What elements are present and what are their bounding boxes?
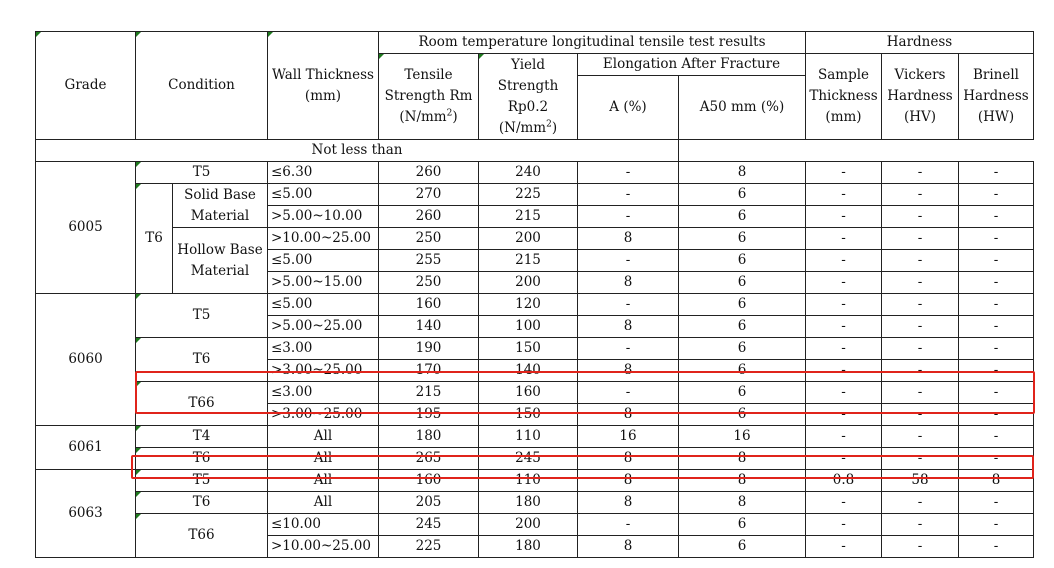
hv-cell: - bbox=[882, 404, 959, 426]
a-cell: - bbox=[578, 250, 679, 272]
header-a-pct: A (%) bbox=[578, 76, 679, 140]
hw-cell: - bbox=[959, 162, 1034, 184]
grade-cell: 6061 bbox=[36, 426, 136, 470]
hw-cell: - bbox=[959, 492, 1034, 514]
condition-cell: T66 bbox=[136, 382, 268, 426]
rp-cell: 150 bbox=[479, 404, 578, 426]
wall-cell: >3.00~25.00 bbox=[268, 404, 379, 426]
rm-cell: 245 bbox=[379, 514, 479, 536]
hw-cell: - bbox=[959, 316, 1034, 338]
hv-cell: - bbox=[882, 448, 959, 470]
a-cell: - bbox=[578, 184, 679, 206]
a50-cell: 8 bbox=[679, 448, 806, 470]
table-row bbox=[36, 162, 1034, 184]
rp-cell: 215 bbox=[479, 250, 578, 272]
a50-cell: 6 bbox=[679, 272, 806, 294]
header-not-less-than: Not less than bbox=[36, 140, 679, 162]
a-cell: - bbox=[578, 514, 679, 536]
a-cell: - bbox=[578, 338, 679, 360]
rm-cell: 270 bbox=[379, 184, 479, 206]
a50-cell: 6 bbox=[679, 184, 806, 206]
a-cell: 8 bbox=[578, 360, 679, 382]
rp-cell: 225 bbox=[479, 184, 578, 206]
a-cell: - bbox=[578, 206, 679, 228]
header-condition: Condition bbox=[136, 32, 268, 140]
hw-cell: - bbox=[959, 382, 1034, 404]
wall-cell: >3.00~25.00 bbox=[268, 360, 379, 382]
wall-cell: >5.00~10.00 bbox=[268, 206, 379, 228]
hw-cell: - bbox=[959, 294, 1034, 316]
rp-cell: 180 bbox=[479, 536, 578, 558]
rm-cell: 260 bbox=[379, 162, 479, 184]
rm-cell: 255 bbox=[379, 250, 479, 272]
wall-cell: >10.00~25.00 bbox=[268, 228, 379, 250]
st-cell: - bbox=[806, 426, 882, 448]
a50-cell: 6 bbox=[679, 536, 806, 558]
st-cell: - bbox=[806, 448, 882, 470]
rm-cell: 225 bbox=[379, 536, 479, 558]
header-vickers: Vickers Hardness (HV) bbox=[882, 54, 959, 140]
rm-cell: 180 bbox=[379, 426, 479, 448]
subcondition-cell: Solid Base Material bbox=[173, 184, 268, 228]
a-cell: 8 bbox=[578, 448, 679, 470]
a50-cell: 6 bbox=[679, 338, 806, 360]
hv-cell: - bbox=[882, 514, 959, 536]
st-cell: - bbox=[806, 514, 882, 536]
a50-cell: 6 bbox=[679, 382, 806, 404]
hw-cell: - bbox=[959, 404, 1034, 426]
hv-cell: - bbox=[882, 206, 959, 228]
condition-cell: T5 bbox=[136, 162, 268, 184]
grade-cell: 6060 bbox=[36, 294, 136, 426]
hw-cell: - bbox=[959, 426, 1034, 448]
hw-cell: - bbox=[959, 250, 1034, 272]
header-brinell: Brinell Hardness (HW) bbox=[959, 54, 1034, 140]
header-sample-thickness: Sample Thickness (mm) bbox=[806, 54, 882, 140]
st-cell: - bbox=[806, 492, 882, 514]
a-cell: 8 bbox=[578, 470, 679, 492]
st-cell: 0.8 bbox=[806, 470, 882, 492]
wall-cell: >10.00~25.00 bbox=[268, 536, 379, 558]
wall-cell: All bbox=[268, 492, 379, 514]
rm-cell: 265 bbox=[379, 448, 479, 470]
header-elongation: Elongation After Fracture bbox=[578, 54, 806, 76]
hw-cell: - bbox=[959, 536, 1034, 558]
a50-cell: 6 bbox=[679, 228, 806, 250]
table-row bbox=[36, 294, 1034, 316]
wall-cell: All bbox=[268, 426, 379, 448]
st-cell: - bbox=[806, 206, 882, 228]
rp-cell: 110 bbox=[479, 426, 578, 448]
a-cell: 8 bbox=[578, 228, 679, 250]
condition-cell: T6 bbox=[136, 448, 268, 470]
rp-cell: 140 bbox=[479, 360, 578, 382]
hw-cell: - bbox=[959, 228, 1034, 250]
st-cell: - bbox=[806, 272, 882, 294]
st-cell: - bbox=[806, 404, 882, 426]
condition-cell: T6 bbox=[136, 184, 173, 294]
a50-cell: 6 bbox=[679, 404, 806, 426]
hw-cell: - bbox=[959, 360, 1034, 382]
rm-cell: 160 bbox=[379, 294, 479, 316]
header-yield: Yield Strength Rp0.2 $(N/mm^2)$ bbox=[479, 54, 578, 140]
rm-cell: 190 bbox=[379, 338, 479, 360]
wall-cell: >5.00~15.00 bbox=[268, 272, 379, 294]
table-row bbox=[36, 426, 1034, 448]
hv-cell: - bbox=[882, 338, 959, 360]
grade-cell: 6005 bbox=[36, 162, 136, 294]
condition-cell: T4 bbox=[136, 426, 268, 448]
rp-cell: 120 bbox=[479, 294, 578, 316]
rm-cell: 215 bbox=[379, 382, 479, 404]
hw-cell: 8 bbox=[959, 470, 1034, 492]
rp-cell: 110 bbox=[479, 470, 578, 492]
rm-cell: 160 bbox=[379, 470, 479, 492]
rm-cell: 170 bbox=[379, 360, 479, 382]
wall-cell: ≤5.00 bbox=[268, 184, 379, 206]
table-row bbox=[36, 514, 1034, 536]
condition-cell: T5 bbox=[136, 470, 268, 492]
st-cell: - bbox=[806, 250, 882, 272]
st-cell: - bbox=[806, 294, 882, 316]
highlight-box-6063-t5 bbox=[131, 455, 1034, 479]
rp-cell: 100 bbox=[479, 316, 578, 338]
condition-cell: T6 bbox=[136, 492, 268, 514]
st-cell: - bbox=[806, 360, 882, 382]
rp-cell: 200 bbox=[479, 228, 578, 250]
a50-cell: 16 bbox=[679, 426, 806, 448]
wall-cell: ≤5.00 bbox=[268, 250, 379, 272]
wall-cell: ≤5.00 bbox=[268, 294, 379, 316]
condition-cell: T5 bbox=[136, 294, 268, 338]
rm-cell: 250 bbox=[379, 272, 479, 294]
a-cell: - bbox=[578, 162, 679, 184]
hw-cell: - bbox=[959, 184, 1034, 206]
hw-cell: - bbox=[959, 338, 1034, 360]
hw-cell: - bbox=[959, 448, 1034, 470]
st-cell: - bbox=[806, 316, 882, 338]
header-wall-thickness: Wall Thickness (mm) bbox=[268, 32, 379, 140]
hv-cell: - bbox=[882, 228, 959, 250]
header-grade: Grade bbox=[36, 32, 136, 140]
a-cell: 8 bbox=[578, 492, 679, 514]
wall-cell: ≤3.00 bbox=[268, 382, 379, 404]
subcondition-cell: Hollow Base Material bbox=[173, 228, 268, 294]
wall-cell: All bbox=[268, 448, 379, 470]
wall-cell: All bbox=[268, 470, 379, 492]
rm-cell: 250 bbox=[379, 228, 479, 250]
a50-cell: 6 bbox=[679, 514, 806, 536]
st-cell: - bbox=[806, 228, 882, 250]
rm-cell: 205 bbox=[379, 492, 479, 514]
table-row bbox=[36, 338, 1034, 360]
table-row bbox=[36, 492, 1034, 514]
header-tensile: Tensile Strength Rm $(N/mm^2)$ bbox=[379, 54, 479, 140]
a50-cell: 8 bbox=[679, 470, 806, 492]
hv-cell: - bbox=[882, 316, 959, 338]
hv-cell: - bbox=[882, 272, 959, 294]
hv-cell: - bbox=[882, 184, 959, 206]
hv-cell: - bbox=[882, 294, 959, 316]
rp-cell: 200 bbox=[479, 514, 578, 536]
a50-cell: 6 bbox=[679, 206, 806, 228]
rp-cell: 160 bbox=[479, 382, 578, 404]
condition-cell: T6 bbox=[136, 338, 268, 382]
st-cell: - bbox=[806, 382, 882, 404]
a-cell: - bbox=[578, 294, 679, 316]
wall-cell: ≤6.30 bbox=[268, 162, 379, 184]
header-a50: A50 mm (%) bbox=[679, 76, 806, 140]
hw-cell: - bbox=[959, 206, 1034, 228]
st-cell: - bbox=[806, 162, 882, 184]
rp-cell: 180 bbox=[479, 492, 578, 514]
header-hardness: Hardness bbox=[806, 32, 1034, 54]
table-row bbox=[36, 184, 1034, 206]
hv-cell: - bbox=[882, 492, 959, 514]
hw-cell: - bbox=[959, 514, 1034, 536]
hw-cell: - bbox=[959, 272, 1034, 294]
grade-cell: 6063 bbox=[36, 470, 136, 558]
a-cell: 8 bbox=[578, 404, 679, 426]
hv-cell: 58 bbox=[882, 470, 959, 492]
rp-cell: 215 bbox=[479, 206, 578, 228]
condition-cell: T66 bbox=[136, 514, 268, 558]
wall-cell: >5.00~25.00 bbox=[268, 316, 379, 338]
a50-cell: 6 bbox=[679, 316, 806, 338]
rm-cell: 195 bbox=[379, 404, 479, 426]
hv-cell: - bbox=[882, 162, 959, 184]
a-cell: 8 bbox=[578, 316, 679, 338]
hv-cell: - bbox=[882, 250, 959, 272]
st-cell: - bbox=[806, 338, 882, 360]
highlight-box-6060-t66 bbox=[135, 371, 1035, 414]
rp-cell: 200 bbox=[479, 272, 578, 294]
rp-cell: 240 bbox=[479, 162, 578, 184]
a50-cell: 8 bbox=[679, 162, 806, 184]
hv-cell: - bbox=[882, 536, 959, 558]
rp-cell: 245 bbox=[479, 448, 578, 470]
wall-cell: ≤3.00 bbox=[268, 338, 379, 360]
hv-cell: - bbox=[882, 382, 959, 404]
a50-cell: 6 bbox=[679, 294, 806, 316]
header-room-temp: Room temperature longitudinal tensile test results bbox=[379, 32, 806, 54]
a-cell: 16 bbox=[578, 426, 679, 448]
wall-cell: ≤10.00 bbox=[268, 514, 379, 536]
st-cell: - bbox=[806, 536, 882, 558]
table-row bbox=[36, 228, 1034, 250]
a50-cell: 8 bbox=[679, 492, 806, 514]
hv-cell: - bbox=[882, 360, 959, 382]
rm-cell: 140 bbox=[379, 316, 479, 338]
a-cell: 8 bbox=[578, 272, 679, 294]
rp-cell: 150 bbox=[479, 338, 578, 360]
rm-cell: 260 bbox=[379, 206, 479, 228]
a50-cell: 6 bbox=[679, 360, 806, 382]
a50-cell: 6 bbox=[679, 250, 806, 272]
hv-cell: - bbox=[882, 426, 959, 448]
a-cell: - bbox=[578, 382, 679, 404]
st-cell: - bbox=[806, 184, 882, 206]
a-cell: 8 bbox=[578, 536, 679, 558]
